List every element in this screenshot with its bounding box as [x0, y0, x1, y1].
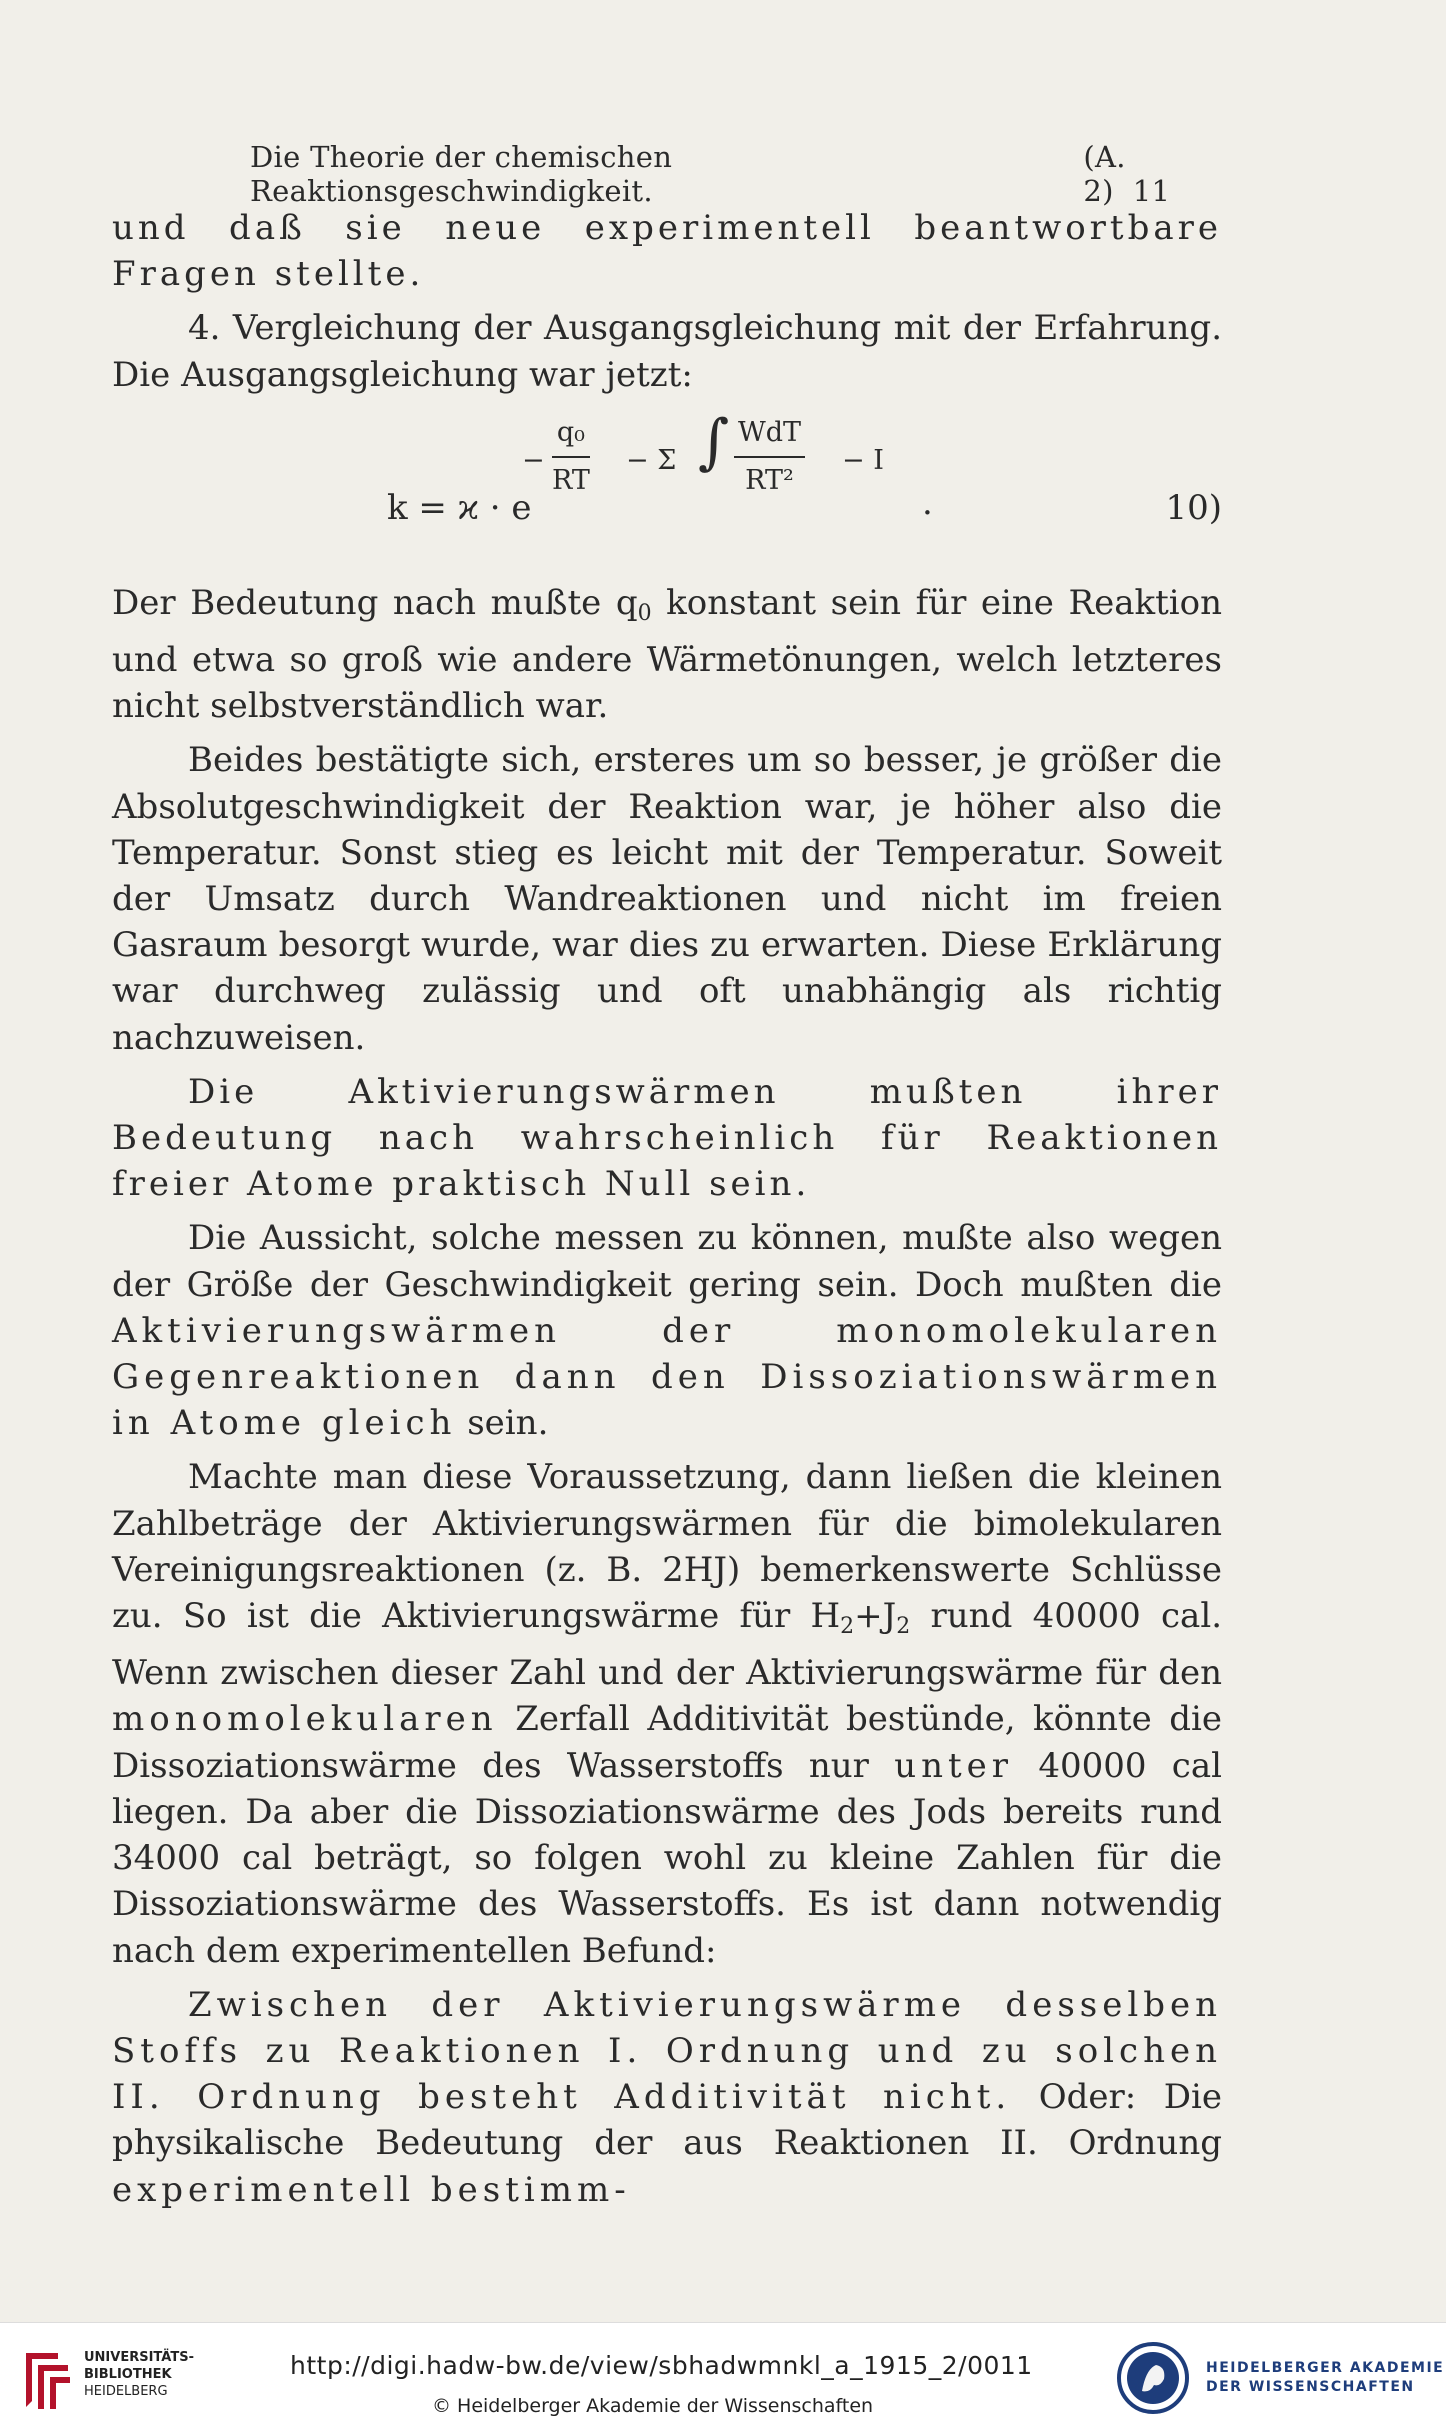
integral-sign: ∫: [698, 406, 730, 477]
header-title: Die Theorie der chemischen Reaktionsgeschwindigkeit.: [250, 140, 673, 208]
p8-spaced-2: experimentell bestimm-: [112, 2169, 631, 2210]
p6-text: Die Aussicht, solche messen zu können, mußte also wegen der Größe der Geschwindigkeit gering sein. Doch mußten die: [112, 1218, 1222, 1305]
viewer-footer: [0, 2322, 1446, 2433]
academy-line-2: DER WISSENSCHAFTEN: [1206, 2379, 1415, 2395]
paragraph-3: [112, 580, 1222, 730]
library-line-1: UNIVERSITÄTS-: [84, 2350, 194, 2365]
page-number: 11: [1132, 174, 1171, 208]
equation-number: 10): [1165, 487, 1222, 528]
exponent-minus-i: − I: [842, 444, 884, 476]
paragraph-6: [112, 1215, 1222, 1446]
header-section: (A. 2): [1083, 140, 1126, 208]
exponent-minus-sigma: − Σ: [626, 444, 677, 476]
library-line-3: HEIDELBERG: [84, 2384, 168, 2399]
paragraph-4: Beides bestätigte sich, ersteres um so besser, je größer die Absolutgeschwindigkeit der Reaktion war, je höher also die Temperatur. Sonst stieg es leicht mit der Temperatur. Soweit der Umsatz durch Wandreaktionen und nicht im freien Gasraum besorgt wurde, war dies zu erwarten. Diese Erklärung war durchweg zulässig und oft unabhängig als richtig nachzuweisen.: [112, 740, 1222, 1058]
p7-plus: +J: [854, 1596, 897, 1637]
equation-exponent: [522, 406, 1042, 510]
paragraph-8: [112, 1982, 1222, 2213]
paragraph-2: 4. Vergleichung der Ausgangsgleichung mit der Erfahrung. Die Ausgangsgleichung war jetzt:: [112, 308, 1222, 395]
fraction-denominator: RT²: [745, 465, 794, 497]
equation-10: [112, 406, 1222, 580]
header-section-page: [1083, 140, 1222, 208]
academy-seal-icon: [1116, 2341, 1190, 2415]
p3-text: Der Bedeutung nach mußte q: [112, 582, 638, 623]
p7-spaced-2: unter: [894, 1745, 1014, 1786]
running-header: [250, 140, 1222, 208]
p7-text: Machte man diese Voraussetzung, dann ließen die kleinen Zahlbeträge der Aktivierungswärmen für die bimolekularen Vereinigungsreaktionen (z. B. 2HJ) bemerkenswerte Schlüsse zu. So ist die Aktivierungswärme für H: [112, 1457, 1222, 1637]
body-text: [112, 205, 1222, 2221]
equation-lhs: k = ϰ · e: [387, 487, 532, 528]
p7-sub-1: 2: [840, 1614, 855, 1640]
university-library-logo-icon: [18, 2345, 78, 2415]
p7-spaced-1: monomolekularen: [112, 1699, 498, 1740]
fraction-numerator: WdT: [734, 410, 805, 458]
fraction-numerator: q₀: [552, 410, 590, 458]
paragraph-1: und daß sie neue experimentell beantwortbare Fragen stellte.: [112, 208, 1222, 295]
library-line-2: BIBLIOTHEK: [84, 2367, 172, 2382]
fraction-denominator: RT: [552, 465, 590, 497]
academy-name: [1206, 2359, 1444, 2397]
p3-text-cont: konstant sein für eine Reaktion und etwa so groß wie andere Wärmetönungen, welch letzteres nicht selbstverständlich war.: [112, 582, 1223, 727]
p7-text-c: Zerfall Additivität bestünde, könnte die Dissoziationswärme des Wasserstoffs nur: [112, 1699, 1222, 1786]
exponent-minus: −: [522, 444, 545, 476]
p7-sub-2: 2: [896, 1614, 911, 1640]
copyright-notice: © Heidelberger Akademie der Wissenschaften: [432, 2395, 874, 2417]
paragraph-7: [112, 1454, 1222, 1973]
university-library-name: [84, 2349, 194, 2400]
p3-subscript: 0: [637, 600, 652, 626]
p6-spaced: Aktivierungswärmen der monomolekularen Gegenreaktionen dann den Dissoziationswärmen in Atome gleich: [112, 1310, 1222, 1444]
equation-dot: .: [922, 482, 933, 523]
p7-text-b: rund 40000 cal. Wenn zwischen dieser Zahl und der Aktivierungswärme für den: [112, 1596, 1222, 1694]
document-url-link[interactable]: http://digi.hadw-bw.de/view/sbhadwmnkl_a_1915_2/0011: [290, 2351, 1033, 2380]
paragraph-5: Die Aktivierungswärmen mußten ihrer Bedeutung nach wahrscheinlich für Reaktionen freier Atome praktisch Null sein.: [112, 1071, 1222, 1205]
p8-text: Oder: Die physikalische Bedeutung der aus Reaktionen II. Ordnung: [112, 2077, 1222, 2164]
p8-spaced: Zwischen der Aktivierungswärme desselben Stoffs zu Reaktionen I. Ordnung und zu solchen II. Ordnung besteht Additivität nicht.: [112, 1984, 1222, 2118]
p6-text-end: sein.: [456, 1403, 549, 1444]
academy-line-1: HEIDELBERGER AKADEMIE: [1206, 2360, 1445, 2376]
p7-text-d: 40000 cal liegen. Da aber die Dissoziationswärme des Jods bereits rund 34000 cal beträgt, so folgen wohl zu kleine Zahlen für die Dissoziationswärme des Wasserstoffs. Es ist dann notwendig nach dem experimentellen Befund:: [112, 1745, 1222, 1971]
fraction-q0-rt: [552, 410, 590, 504]
fraction-wdt-rt2: [734, 410, 805, 504]
